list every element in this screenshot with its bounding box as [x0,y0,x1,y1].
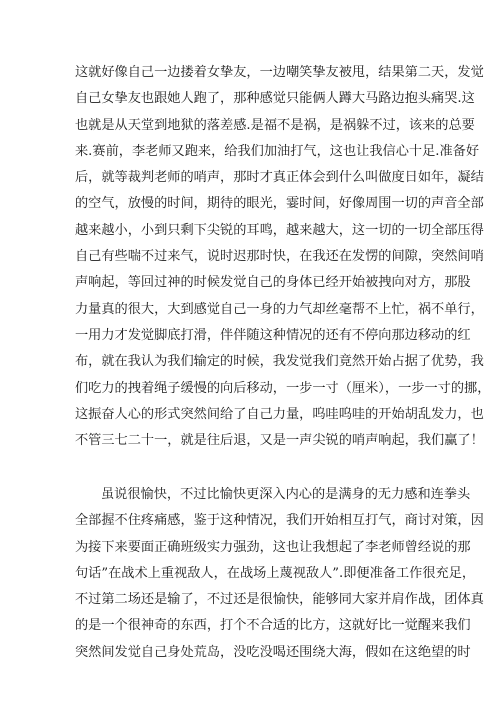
text-line: 力量真的很大，大到感觉自己一身的力气却丝毫帮不上忙，祸不单行， [75,301,484,317]
text-line: 不过第二场还是输了，不过还是很愉快，能够同大家并肩作战，团体真 [75,592,484,608]
text-line: 的空气，放慢的时间，期待的眼光，霎时间，好像周围一切的声音全部 [75,196,484,212]
paragraph-1 [75,60,491,454]
text-line: 突然间发觉自己身处荒岛，没吃没喝还围绕大海，假如在这绝望的时 [75,644,471,660]
paragraph-2 [75,482,484,666]
text-line: 全部握不住疼痛感，鉴于这种情况，我们开始相互打气，商讨对策，因 [75,513,484,529]
text-line: 为接下来要面正确班级实力强劲，这也让我想起了李老师曾经说的那 [75,539,471,555]
text-line: 后，就等裁判老师的哨声，那时才真正体会到什么叫做度日如年，凝结 [75,170,484,186]
text-line: 们吃力的拽着绳子缓慢的向后移动，一步一寸（厘米），一步一寸的挪， [75,380,491,396]
text-line: 句话”在战术上重视敌人，在战场上蔑视敌人”.即便准备工作很充足， [75,565,476,581]
text-line: 越来越小，小到只剩下尖锐的耳鸣，越来越大，这一切的一切全部压得 [75,222,484,238]
text-line: 自己女挚友也跟她人跑了，那种感觉只能俩人蹲大马路边抱头痛哭.这 [75,91,475,107]
text-line: 的是一个很神奇的东西，打个不合适的比方，这就好比一觉醒来我们 [75,618,471,634]
text-line: 自己有些喘不过来气，说时迟那时快，在我还在发愣的间隙，突然间哨 [75,249,484,265]
text-line: 布，就在我认为我们输定的时候，我发觉我们竟然开始占据了优势，我 [75,354,484,370]
text-line: 声响起，等回过神的时候发觉自己的身体已经开始被拽向对方，那股 [75,275,471,291]
text-line: 不管三七二十一，就是往后退，又是一声尖锐的哨声响起，我们赢了！ [75,433,484,449]
text-line: 来.赛前，李老师又跑来，给我们加油打气，这也让我信心十足.准备好 [75,143,480,159]
text-line: 一用力才发觉脚底打滑，伴伴随这种情况的还有不停向那边移动的红 [75,327,471,343]
text-line: 虽说很愉快，不过比愉快更深入内心的是满身的无力感和连拳头 [101,487,471,502]
text-line: 也就是从天堂到地狱的落差感.是福不是祸，是祸躲不过，该来的总要 [75,117,475,133]
text-line: 这就好像自己一边搂着女挚友，一边嘲笑挚友被甩，结果第二天，发觉 [75,65,484,80]
text-line: 这振奋人心的形式突然间给了自己力量，呜哇呜哇的开始胡乱发力，也 [75,406,484,422]
